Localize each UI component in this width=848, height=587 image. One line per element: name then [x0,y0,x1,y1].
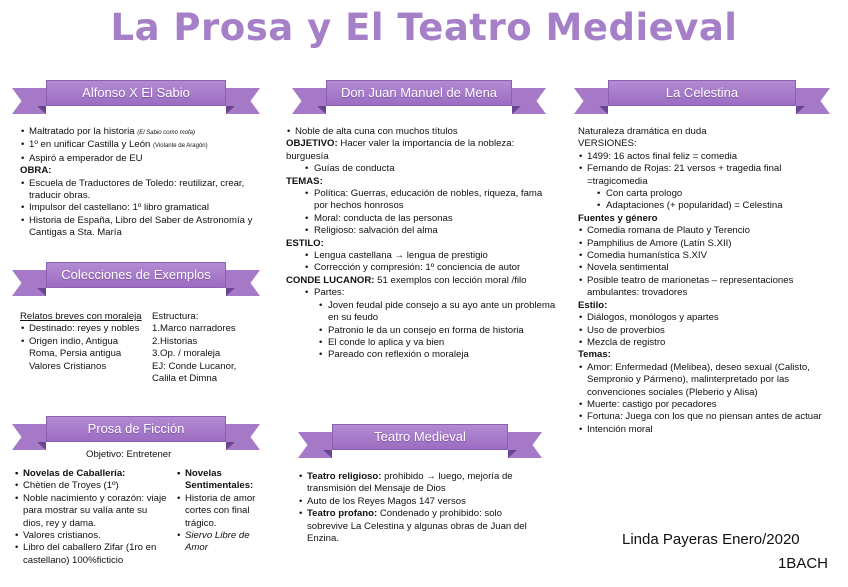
estilo-heading: Estilo: [578,299,608,311]
ribbon-tail-left [298,432,332,458]
fuentes-heading: Fuentes y género [578,212,658,224]
banner-alfonso [12,80,260,114]
ribbon-tail-right [796,88,830,114]
ribbon-tail-left [292,88,326,114]
obra-heading: OBRA: [20,165,52,177]
list-item: • Libro del caballero Zifar (1ro en castellano) 100%ficticio [14,542,168,567]
list-item: • Valores cristianos. [14,530,168,542]
list-item: • Historia de España, Libro del Saber de Astronomía y Cantigas a Sta. María [20,215,258,240]
ribbon-tail-left [12,270,46,296]
list-item: • Guías de conducta [286,163,556,175]
list-item: • Novelas de Caballería: [14,468,168,480]
banner-alfonso-label: Alfonso X El Sabio [46,80,226,106]
list-item: • Patronio le da un consejo en forma de historia [286,325,556,337]
estructura-step: 1.Marco narradores [152,323,236,335]
list-item: • Adaptaciones (+ popularidad) = Celestina [578,200,836,212]
ficcion-right [176,468,272,555]
juan-manuel-section [286,126,556,362]
banner-juan-manuel-label: Don Juan Manuel de Mena [326,80,512,106]
list-item: • Historia de amor cortes con final trágico. [176,493,272,530]
list-item: • Muerte: castigo por pecadores [578,399,836,411]
list-item: • Con carta prologo [578,188,836,200]
list-item: • Impulsor del castellano: 1º libro gramatical [20,202,258,214]
alfonso-section [20,126,258,240]
banner-juan-manuel [292,80,546,114]
ribbon-tail-right [226,270,260,296]
list-item: • Intención moral [578,424,836,436]
list-item: • Origen indio, Antigua Roma, Persia antigua Valores Cristianos [20,336,144,373]
banner-ficcion-label: Prosa de Ficción [46,416,226,442]
list-item: • Escuela de Traductores de Toledo: reutilizar, crear, traducir obras. [20,178,258,203]
list-item: • Joven feudal pide consejo a su ayo ante un problema en su feudo [286,300,556,325]
conde-lucanor: CONDE LUCANOR: 51 exemplos con lección moral /filo [286,274,527,286]
list-item: • Lengua castellana → lengua de prestigio [286,250,556,262]
list-item: • Uso de proverbios [578,325,836,337]
naturaleza: Naturaleza dramática en duda [578,126,707,137]
list-item: • Teatro profano: Condenado y prohibido: solo sobrevive La Celestina y algunas obras de Juan del Enzina. [298,508,538,545]
author-name: Linda Payeras Enero/2020 [622,531,800,548]
ribbon-tail-right [508,432,542,458]
list-item: • Comedia humanística S.XIV [578,250,836,262]
estilo-heading: ESTILO: [286,237,324,249]
list-item: • Corrección y compresión: 1º conciencia de autor [286,262,556,274]
list-item: • Chètien de Troyes (1º) [14,480,168,492]
ribbon-tail-right [226,424,260,450]
ejemplos: EJ: Conde Lucanor, Calila et Dimna [152,360,237,385]
list-item: • Aspiró a emperador de EU [20,153,258,165]
objetivo-ficcion: Objetivo: Entretener [86,449,172,460]
estructura-heading: Estructura: [152,311,199,322]
note: (El Sabio como mofa) [137,130,195,136]
list-item: • Teatro religioso: prohibido → luego, mejoría de transmisión del Mensaje de Dios [298,471,538,496]
list-item: • Siervo Libre de Amor [176,530,272,555]
list-item: • 1499: 16 actos final feliz = comedia [578,151,836,163]
colecciones-left [20,311,144,373]
list-item: • Amor: Enfermedad (Melibea), deseo sexual (Calisto, Sempronio y Pármeno), malinterpretado por las convenciones sociales (Pleberio y Alisa) [578,362,836,399]
list-item: • Destinado: reyes y nobles [20,323,144,335]
banner-celestina [574,80,830,114]
course: 1BACH [777,555,828,572]
list-item: • Moral: conducta de las personas [286,213,556,225]
list-item: • Noble nacimiento y corazón: viaje para mostrar su valía ante su dios, rey y dama. [14,493,168,530]
ribbon-tail-right [226,88,260,114]
list-item: • Posible teatro de marionetas – representaciones ambulantes: trovadores [578,275,836,300]
list-item: • Política: Guerras, educación de nobles, riqueza, fama por hechos honrosos [286,188,556,213]
list-item: • El conde lo aplica y va bien [286,337,556,349]
list-item: • Novela sentimental [578,262,836,274]
list-item: • Fernando de Rojas: 21 versos + tragedia final =tragicomedia [578,163,836,188]
ribbon-tail-left [574,88,608,114]
banner-colecciones [12,262,260,296]
list-item: • Fortuna: Juega con los que no piensan antes de actuar [578,411,836,423]
signature [622,528,828,576]
page-title: La Prosa y El Teatro Medieval [110,6,738,49]
ribbon-tail-left [12,424,46,450]
list-item: • Religioso: salvación del alma [286,225,556,237]
relatos-heading: Relatos breves con moraleja [20,311,142,322]
banner-colecciones-label: Colecciones de Exemplos [46,262,226,288]
list-item: • Mezcla de registro [578,337,836,349]
list-item: • Comedia romana de Plauto y Terencio [578,225,836,237]
list-item: • Noble de alta cuna con muchos títulos [286,126,556,138]
ribbon-tail-left [12,88,46,114]
list-item: • Auto de los Reyes Magos 147 versos [298,496,538,508]
ficcion-left [14,468,168,567]
ribbon-tail-right [512,88,546,114]
list-item: • Partes: [286,287,556,299]
banner-celestina-label: La Celestina [608,80,796,106]
list-item: • Pamphilius de Amore (Latín S.XII) [578,238,836,250]
temas-heading: TEMAS: [286,175,323,187]
banner-teatro-label: Teatro Medieval [332,424,508,450]
banner-teatro [298,424,542,458]
estructura-step: 3.Op. / moraleja [152,348,221,360]
celestina-section [578,126,836,436]
list-item: • 1º en unificar Castilla y León (Violante de Aragón) [20,139,258,152]
list-item: • Pareado con reflexión o moraleja [286,349,556,361]
estructura-step: 2.Historias [152,335,198,347]
temas-heading: Temas: [578,349,611,361]
list-item: • Diálogos, monólogos y apartes [578,312,836,324]
versiones-heading: VERSIONES: [578,138,637,150]
objetivo: OBJETIVO: Hacer valer la importancia de la nobleza: burguesía [286,138,515,162]
colecciones-right [152,311,260,385]
banner-ficcion [12,416,260,450]
list-item: • Maltratado por la historia (El Sabio como mofa) [20,126,258,139]
note: (Violante de Aragón) [153,143,208,150]
list-item: • Novelas Sentimentales: [176,468,272,493]
teatro-section [298,471,538,545]
